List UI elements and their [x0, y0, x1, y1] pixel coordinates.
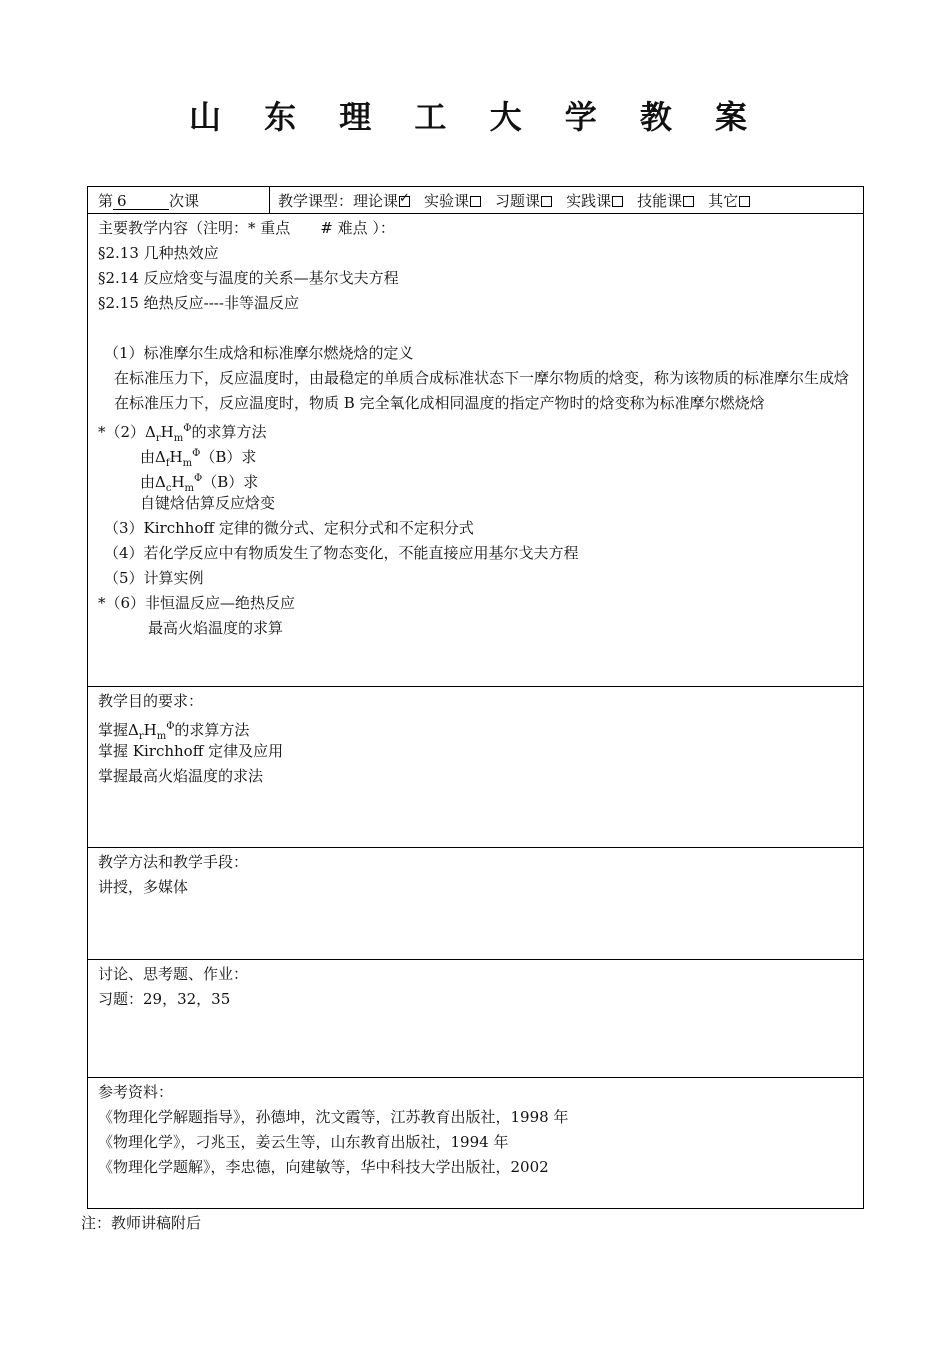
content-item-2-method-3: 自键焓估算反应焓变	[140, 494, 276, 512]
type-other: 其它	[708, 192, 750, 210]
section-2-14: §2.14 反应焓变与温度的关系—基尔戈夫方程	[98, 269, 399, 287]
checkbox-icon	[612, 196, 623, 207]
content-item-1-definition-1: 在标准压力下，反应温度时，由最稳定的单质合成标准状态下一摩尔物质的焓变，称为该物质的标准摩尔生成焓	[114, 369, 850, 387]
type-practice: 实践课	[566, 192, 623, 210]
references-heading: 参考资料：	[98, 1083, 174, 1101]
type-experiment: 实验课	[424, 192, 481, 210]
lesson-suffix: 次课	[169, 192, 200, 210]
objective-3: 掌握最高火焰温度的求法	[98, 767, 264, 785]
content-item-2-method-1: 由$\Delta_fH_m^\Phi(B)$求	[140, 448, 257, 469]
objective-1: 掌握$\Delta_rH_m^\Phi$的求算方法	[98, 721, 250, 742]
lesson-number-cell	[88, 187, 270, 213]
content-item-1: （1）标准摩尔生成焓和标准摩尔燃烧焓的定义	[104, 344, 414, 362]
methods-heading: 教学方法和教学手段：	[98, 853, 249, 871]
section-2-13: §2.13 几种热效应	[98, 244, 219, 262]
methods-text: 讲授，多媒体	[98, 878, 189, 896]
content-item-2: $*(2)\Delta_rH_m^\Phi$的求算方法	[98, 423, 267, 444]
content-item-6-sub: 最高火焰温度的求算	[148, 619, 284, 637]
content-heading: 主要教学内容（注明：* 重点 # 难点 ）：	[98, 219, 395, 237]
content-item-4: （4）若化学反应中有物质发生了物态变化，不能直接应用基尔戈夫方程	[104, 544, 579, 562]
lesson-prefix: 第	[98, 192, 114, 210]
page-title: 山 东 理 工 大 学 教 案	[189, 98, 763, 136]
lesson-type-cell	[270, 187, 863, 213]
reference-item: 《物理化学题解》，李忠德，向建敏等，华中科技大学出版社，2002	[98, 1158, 549, 1176]
checkbox-icon	[470, 196, 481, 207]
checkbox-icon	[739, 196, 750, 207]
reference-item: 《物理化学解题指导》，孙德坤，沈文霞等，江苏教育出版社，1998 年	[98, 1108, 569, 1126]
lesson-plan-table	[87, 186, 864, 1209]
content-item-1-definition-2: 在标准压力下，反应温度时，物质 B 完全氧化成相同温度的指定产物时的焓变称为标准摩尔燃烧焓	[114, 394, 765, 412]
footer-note: 注：教师讲稿附后	[81, 1214, 202, 1232]
reference-item: 《物理化学》，刁兆玉，姜云生等，山东教育出版社，1994 年	[98, 1133, 509, 1151]
lesson-number: 6	[113, 193, 169, 210]
content-item-3: （3）Kirchhoff 定律的微分式、定积分式和不定积分式	[104, 519, 474, 537]
content-item-2-method-2: 由$\Delta_cH_m^\Phi(B)$求	[140, 473, 259, 494]
checkbox-icon	[683, 196, 694, 207]
type-theory: 理论课✓	[353, 192, 410, 210]
checkbox-icon	[541, 196, 552, 207]
lesson-type-label: 教学课型：	[278, 192, 354, 210]
lesson-header-row	[88, 187, 863, 214]
main-content-section	[88, 214, 863, 687]
methods-section	[88, 848, 863, 960]
homework-section	[88, 960, 863, 1078]
type-exercise: 习题课	[495, 192, 552, 210]
objectives-section	[88, 687, 863, 848]
checked-box-icon	[399, 196, 410, 207]
references-section	[88, 1078, 863, 1208]
type-skill: 技能课	[637, 192, 694, 210]
homework-text: 习题：29，32，35	[98, 990, 231, 1008]
content-item-6: *（6）非恒温反应—绝热反应	[98, 594, 296, 612]
objectives-heading: 教学目的要求：	[98, 692, 204, 710]
content-item-5: （5）计算实例	[104, 569, 204, 587]
objective-2: 掌握 Kirchhoff 定律及应用	[98, 742, 284, 760]
homework-heading: 讨论、思考题、作业：	[98, 965, 249, 983]
section-2-15: §2.15 绝热反应----非等温反应	[98, 294, 299, 312]
